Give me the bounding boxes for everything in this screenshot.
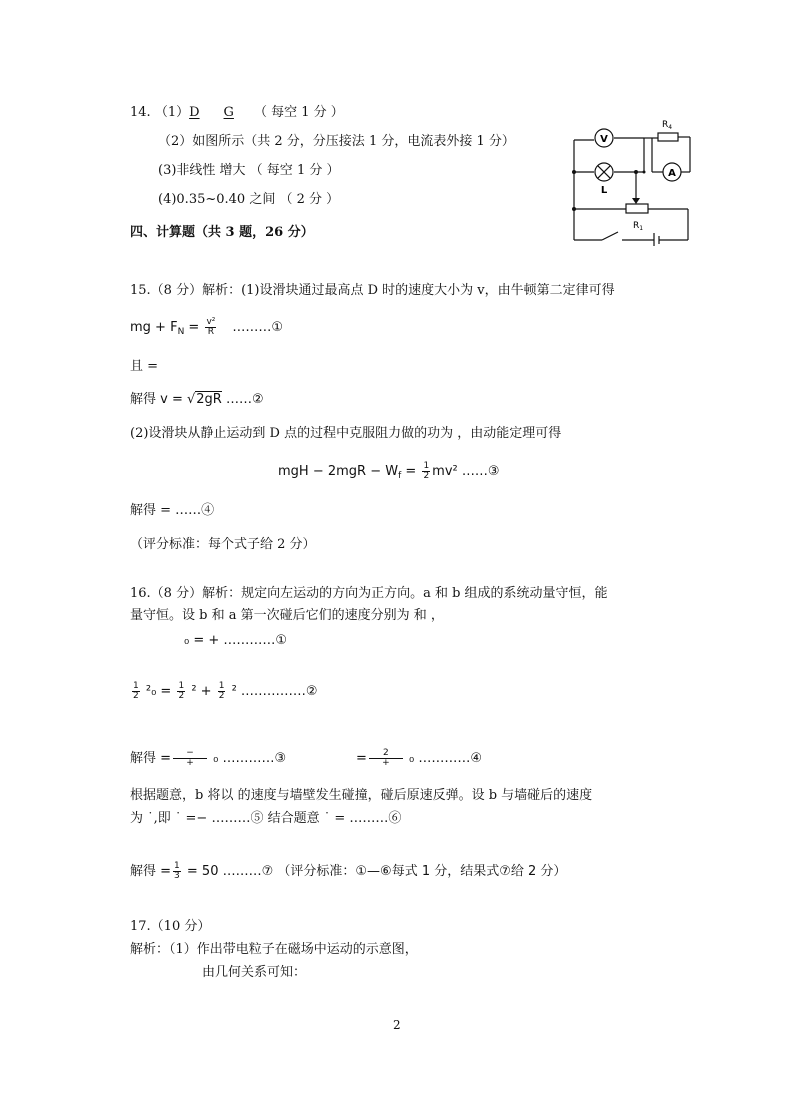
rheostat-r1-icon [626, 204, 648, 213]
q17-line1: 解析：（1）作出带电粒子在磁场中运动的示意图， [130, 942, 418, 957]
r4-label: $R_4$ [662, 120, 673, 131]
q14-line3: (3)非线性 增大 （ 每空 1 分 ） [158, 163, 340, 178]
q16-wall-line2: 为 ˙,即 ˙ =− ………⑤ 结合题意 ˙ = ………⑥ [130, 811, 402, 826]
voltmeter-label: V [600, 134, 608, 145]
q14-line1: 14. （1）D G （ 每空 1 分 ） [130, 105, 344, 120]
r4-sub: 4 [668, 124, 673, 131]
r1-label: $R_1$ [633, 221, 644, 232]
q14-line2: （2）如图所示（共 2 分，分压接法 1 分，电流表外接 1 分） [158, 134, 515, 149]
q15-score: （评分标准：每个式子给 2 分） [130, 537, 316, 552]
circuit-diagram [566, 112, 696, 246]
resistor-r4-icon [658, 133, 678, 141]
q17-line2: 由几何关系可知： [202, 965, 307, 980]
q16-header2: 量守恒。设 b 和 a 第一次碰后它们的速度分别为 和 ， [130, 608, 444, 623]
q15-and-line: 且 = [130, 359, 159, 374]
r1-sub: 1 [639, 225, 644, 232]
switch-icon [602, 232, 618, 240]
q16-solve-a: 解得 = $\frac{-}{+}$ ₀ …………③ [130, 748, 287, 768]
page-number: 2 [393, 1018, 401, 1032]
q16-header1: 16.（8 分）解析：规定向左运动的方向为正方向。a 和 b 组成的系统动量守恒，能 [130, 586, 608, 601]
q16-final: 解得 = $\frac{1}{3}$ = 50 ………⑦ （评分标准：①—⑥每式 1 分，结果式⑦给 2 分） [130, 861, 567, 881]
q16-wall-line1: 根据题意，b 将以 的速度与墙壁发生碰撞，碰后原速反弹。设 b 与墙碰后的速度 [130, 788, 593, 803]
q15-eq1: mg + $F_N$ = $\frac{\text{v²}}{R}$ ………① [130, 317, 284, 337]
q15-part2: (2)设滑块从静止运动到 D 点的过程中克服阻力做的功为 ，由动能定理可得 [130, 426, 562, 441]
section-header: 四、计算题（共 3 题，26 分） [130, 225, 314, 240]
q16-solve-b: = $\frac{2}{+}$ ₀ …………④ [356, 748, 483, 768]
q15-header: 15.（8 分）解析：(1)设滑块通过最高点 D 时的速度大小为 v，由牛顿第二定律可得 [130, 283, 615, 298]
q16-eq2: $\frac{1}{2}$ ²₀ = $\frac{1}{2}$ ² + $\frac{1}{2}$ ² ……………② [133, 681, 318, 701]
q15-eq3: mgH − $2mgR - W_f$ = $\frac{1}{2}$ mv² ……③ [278, 461, 500, 481]
q14-number: 14. [130, 105, 151, 120]
q15-solve2: 解得 = ……④ [130, 503, 215, 518]
answer-d: D [189, 105, 200, 120]
answer-g: G [223, 105, 234, 120]
q15-solve1: 解得 v = √2gR ……② [130, 392, 264, 407]
ammeter-label: A [668, 168, 676, 179]
q17-header: 17.（10 分） [130, 919, 211, 934]
lamp-label: L [600, 185, 608, 196]
q14-line4: (4)0.35~0.40 之间 （ 2 分 ） [158, 192, 340, 207]
q16-eq1: ₀ = + …………① [184, 633, 288, 648]
